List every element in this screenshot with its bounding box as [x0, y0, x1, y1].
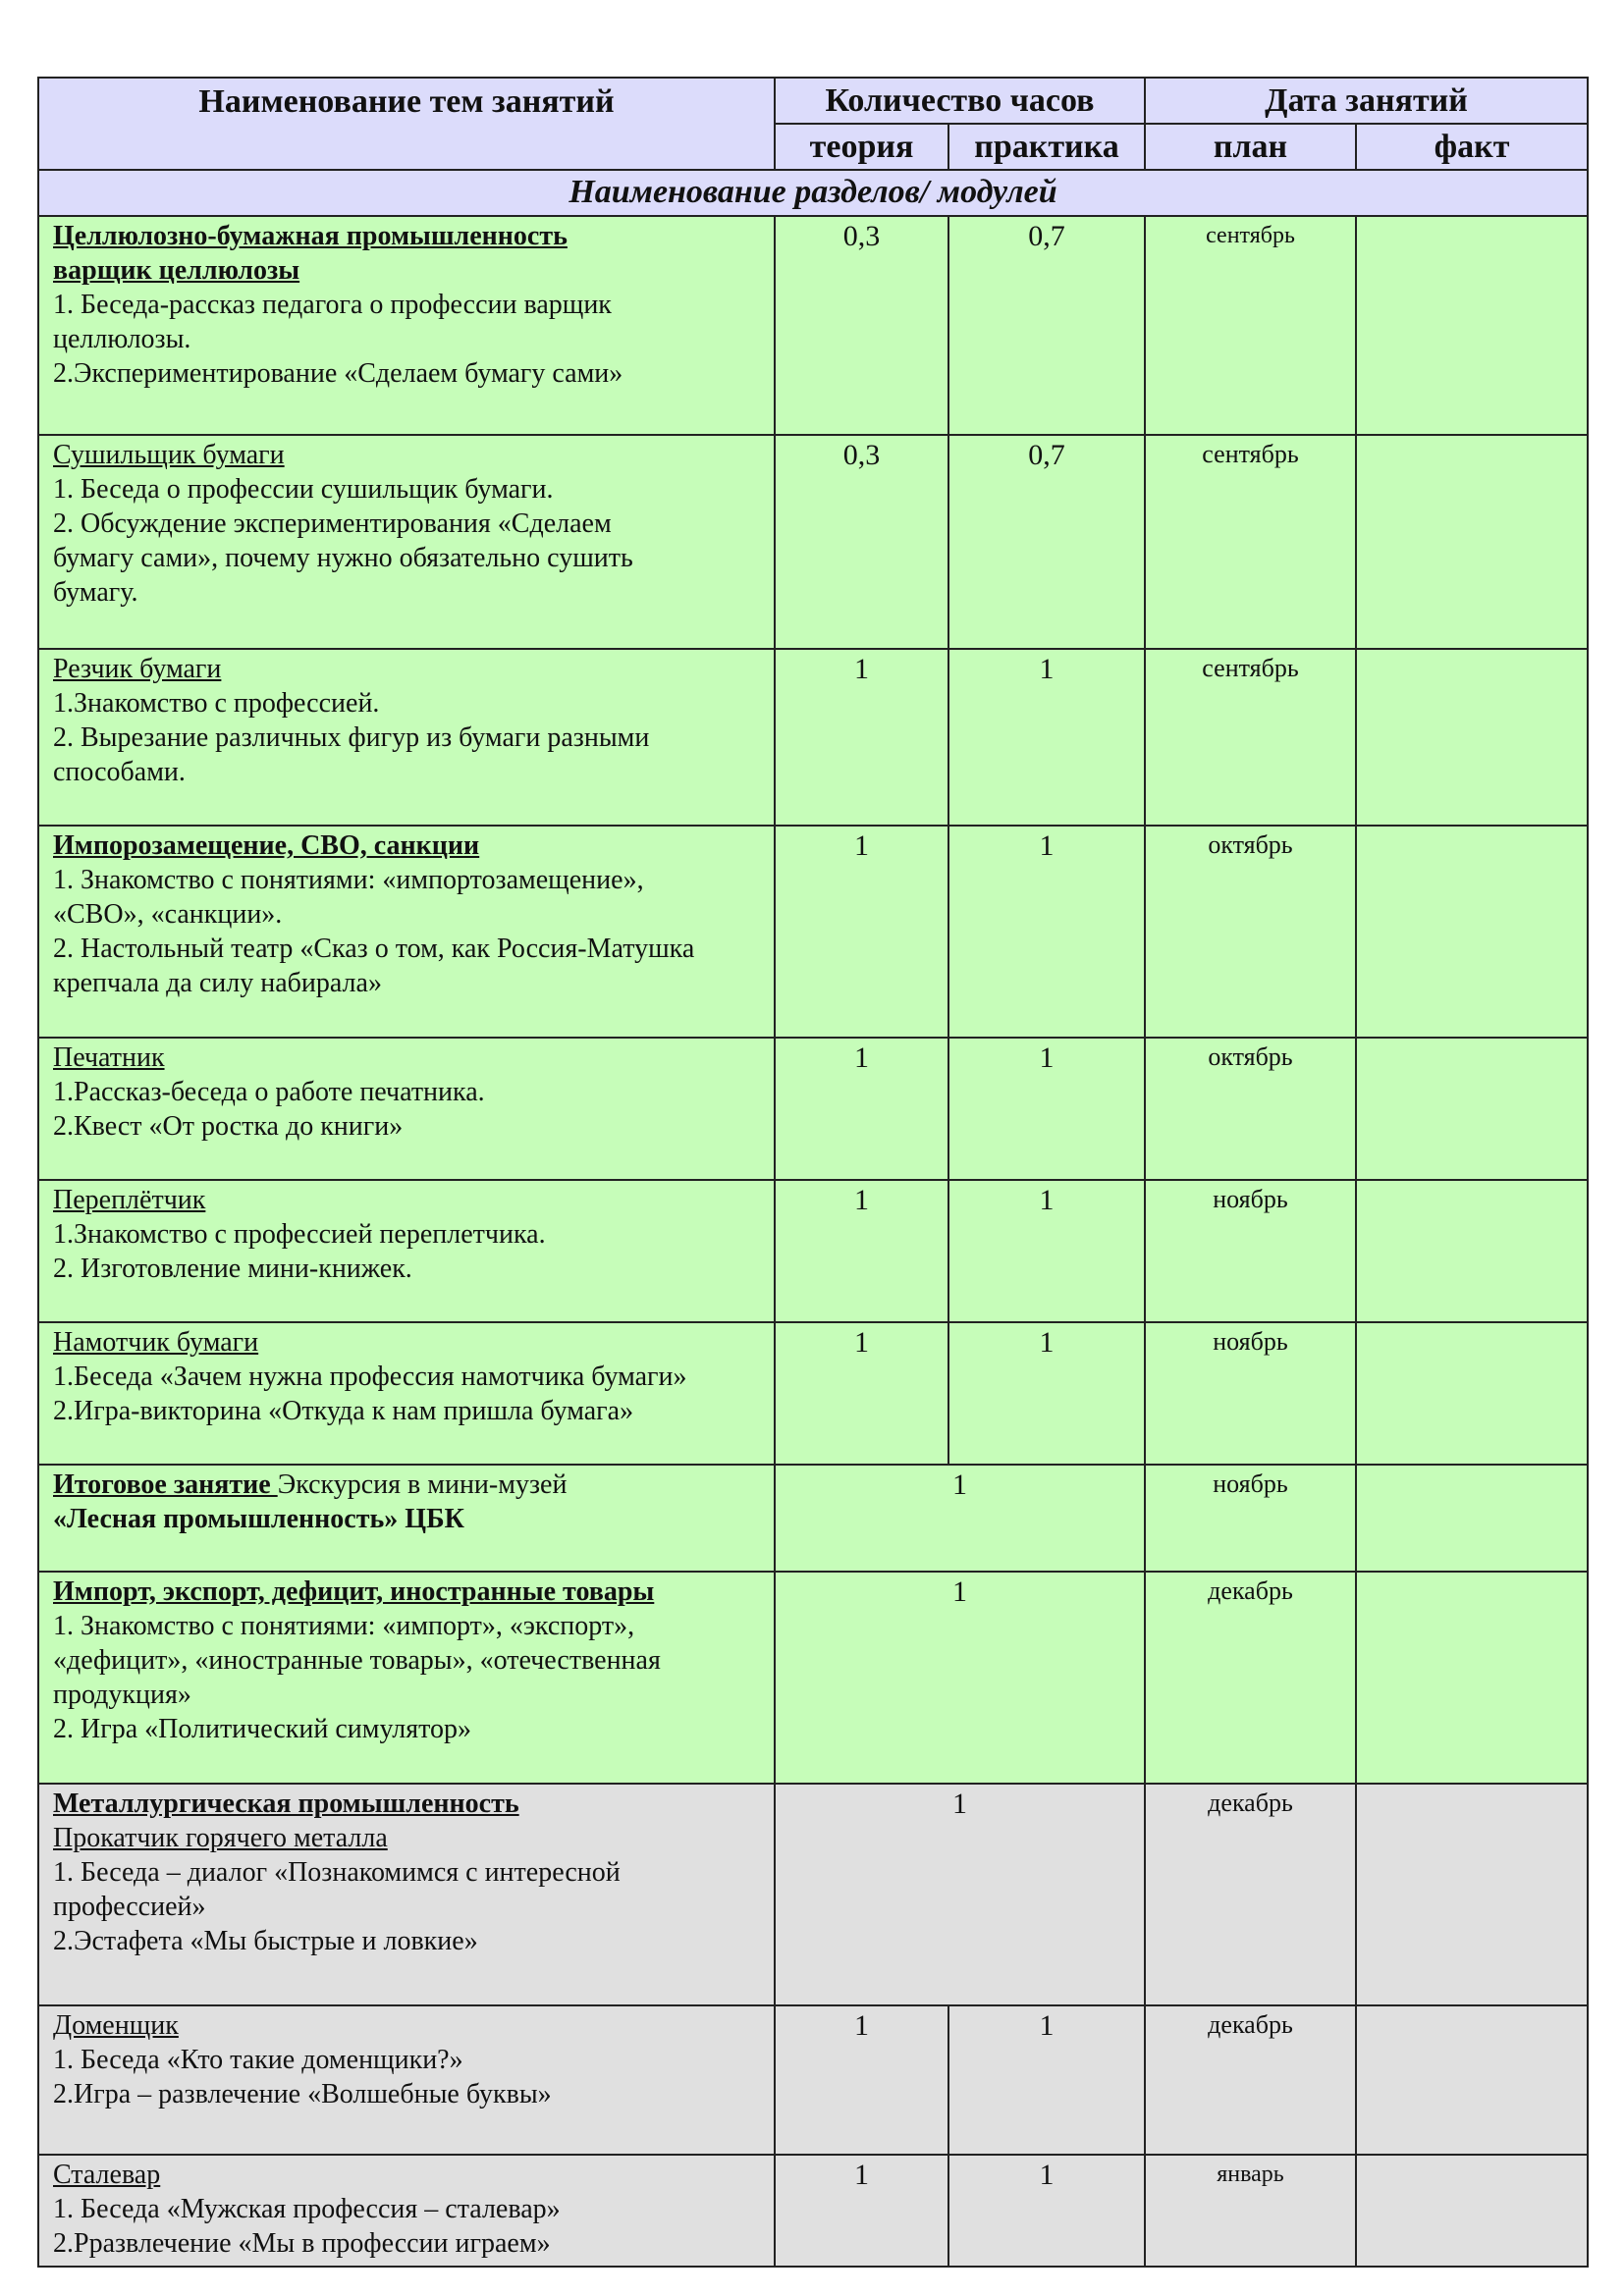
theory-hours: 1 — [775, 1322, 948, 1465]
topic-title: Целлюлозно-бумажная промышленность — [53, 221, 568, 251]
topic-title: Сушильщик бумаги — [53, 440, 285, 470]
total-hours: 1 — [775, 1784, 1145, 2005]
practice-hours: 1 — [948, 1180, 1145, 1322]
plan-month: январь — [1145, 2155, 1356, 2267]
topic-line: 1.Беседа «Зачем нужна профессия намотчика бумаги» — [53, 1362, 687, 1392]
header-plan: план — [1145, 124, 1356, 170]
fact-cell — [1356, 435, 1588, 649]
topic-line: продукция» — [53, 1680, 191, 1710]
topic-cell — [38, 2155, 775, 2267]
topic-title: Сталевар — [53, 2160, 161, 2190]
topic-subtitle: Прокатчик горячего металла — [53, 1823, 388, 1853]
practice-hours: 1 — [948, 1038, 1145, 1180]
plan-month: ноябрь — [1145, 1180, 1356, 1322]
table-row — [38, 1322, 1588, 1465]
topic-line: 2.Эстафета «Мы быстрые и ловкие» — [53, 1926, 478, 1956]
table-row — [38, 2005, 1588, 2155]
header-hours: Количество часов — [775, 78, 1145, 124]
topic-line: способами. — [53, 757, 186, 787]
topic-line: 1. Знакомство с понятиями: «импортозамещение», — [53, 865, 644, 895]
topic-title: Резчик бумаги — [53, 654, 222, 684]
table-row — [38, 435, 1588, 649]
header-dates: Дата занятий — [1145, 78, 1588, 124]
topic-title: Переплётчик — [53, 1185, 206, 1215]
plan-month: сентябрь — [1145, 649, 1356, 826]
topic-line: 1. Беседа-рассказ педагога о профессии варщик — [53, 290, 612, 320]
topic-line: 2.Квест «От ростка до книги» — [53, 1111, 404, 1142]
topic-line: 1. Знакомство с понятиями: «импорт», «экспорт», — [53, 1611, 635, 1641]
fact-cell — [1356, 2005, 1588, 2155]
topic-cell — [38, 1038, 775, 1180]
topic-title: Доменщик — [53, 2010, 179, 2041]
fact-cell — [1356, 1180, 1588, 1322]
topic-line: 2.Игра – развлечение «Волшебные буквы» — [53, 2079, 552, 2109]
topic-cell — [38, 1465, 775, 1572]
fact-cell — [1356, 1784, 1588, 2005]
table-row — [38, 216, 1588, 435]
fact-cell — [1356, 2155, 1588, 2267]
practice-hours: 0,7 — [948, 216, 1145, 435]
topic-line: 2.Игра-викторина «Откуда к нам пришла бумага» — [53, 1396, 634, 1426]
schedule-table — [37, 77, 1589, 2268]
topic-cell — [38, 216, 775, 435]
topic-line: бумагу. — [53, 577, 138, 608]
topic-title: Металлургическая промышленность — [53, 1789, 519, 1819]
plan-month: декабрь — [1145, 1572, 1356, 1784]
plan-month: сентябрь — [1145, 216, 1356, 435]
section-row — [38, 170, 1588, 216]
topic-line: 2.Рразвлечение «Мы в профессии играем» — [53, 2228, 551, 2259]
theory-hours: 0,3 — [775, 216, 948, 435]
theory-hours: 1 — [775, 1038, 948, 1180]
fact-cell — [1356, 1038, 1588, 1180]
plan-month: ноябрь — [1145, 1322, 1356, 1465]
fact-cell — [1356, 826, 1588, 1038]
topic-title: Намотчик бумаги — [53, 1327, 259, 1358]
table-row — [38, 1038, 1588, 1180]
header-practice: практика — [948, 124, 1145, 170]
topic-subtitle: варщик целлюлозы — [53, 255, 300, 286]
topic-cell — [38, 1180, 775, 1322]
theory-hours: 1 — [775, 1180, 948, 1322]
practice-hours: 1 — [948, 2155, 1145, 2267]
practice-hours: 1 — [948, 2005, 1145, 2155]
topic-line: 1. Беседа «Кто такие доменщики?» — [53, 2045, 463, 2075]
table-row — [38, 1572, 1588, 1784]
topic-line: 1.Знакомство с профессией переплетчика. — [53, 1219, 546, 1250]
topic-cell — [38, 435, 775, 649]
total-hours: 1 — [775, 1465, 1145, 1572]
topic-title-rest: Экскурсия в мини-музей — [277, 1469, 568, 1500]
topic-line: 2.Экспериментирование «Сделаем бумагу сами» — [53, 358, 623, 389]
topic-line: 1.Знакомство с профессией. — [53, 688, 380, 719]
header-fact: факт — [1356, 124, 1588, 170]
topic-title: Печатник — [53, 1042, 165, 1073]
practice-hours: 1 — [948, 1322, 1145, 1465]
fact-cell — [1356, 216, 1588, 435]
topic-cell — [38, 1572, 775, 1784]
topic-line: 2. Игра «Политический симулятор» — [53, 1714, 471, 1744]
topic-title: Импорт, экспорт, дефицит, иностранные товары — [53, 1576, 655, 1607]
table-row — [38, 649, 1588, 826]
total-hours: 1 — [775, 1572, 1145, 1784]
topic-line: крепчала да силу набирала» — [53, 968, 382, 998]
header-topic: Наименование тем занятий — [38, 78, 775, 170]
topic-line: целлюлозы. — [53, 324, 191, 354]
topic-cell — [38, 826, 775, 1038]
plan-month: ноябрь — [1145, 1465, 1356, 1572]
topic-title-bold: Итоговое занятие — [53, 1469, 278, 1500]
table-row — [38, 2155, 1588, 2267]
fact-cell — [1356, 1465, 1588, 1572]
topic-line: «СВО», «санкции». — [53, 899, 283, 930]
topic-line: профессией» — [53, 1892, 206, 1922]
section-title: Наименование разделов/ модулей — [38, 170, 1588, 216]
plan-month: декабрь — [1145, 1784, 1356, 2005]
topic-title — [53, 1468, 760, 1502]
topic-line: 2. Настольный театр «Сказ о том, как Россия-Матушка — [53, 934, 695, 964]
theory-hours: 0,3 — [775, 435, 948, 649]
table-row — [38, 1465, 1588, 1572]
topic-line: бумагу сами», почему нужно обязательно сушить — [53, 543, 633, 573]
topic-line: 1. Беседа «Мужская профессия – сталевар» — [53, 2194, 561, 2224]
topic-line: 1. Беседа – диалог «Познакомимся с интересной — [53, 1857, 621, 1888]
plan-month: октябрь — [1145, 1038, 1356, 1180]
theory-hours: 1 — [775, 826, 948, 1038]
fact-cell — [1356, 649, 1588, 826]
table-row — [38, 1784, 1588, 2005]
topic-line: 2. Обсуждение экспериментирования «Сделаем — [53, 508, 612, 539]
plan-month: сентябрь — [1145, 435, 1356, 649]
topic-cell — [38, 2005, 775, 2155]
fact-cell — [1356, 1322, 1588, 1465]
practice-hours: 1 — [948, 649, 1145, 826]
header-theory: теория — [775, 124, 948, 170]
table-row — [38, 826, 1588, 1038]
fact-cell — [1356, 1572, 1588, 1784]
topic-line: «дефицит», «иностранные товары», «отечественная — [53, 1645, 661, 1676]
topic-line: 1. Беседа о профессии сушильщик бумаги. — [53, 474, 554, 505]
plan-month: октябрь — [1145, 826, 1356, 1038]
theory-hours: 1 — [775, 2155, 948, 2267]
topic-line: 1.Рассказ-беседа о работе печатника. — [53, 1077, 485, 1107]
plan-month: декабрь — [1145, 2005, 1356, 2155]
topic-cell — [38, 1322, 775, 1465]
theory-hours: 1 — [775, 2005, 948, 2155]
topic-cell — [38, 649, 775, 826]
practice-hours: 0,7 — [948, 435, 1145, 649]
topic-line: 2. Изготовление мини-книжек. — [53, 1254, 412, 1284]
topic-line: «Лесная промышленность» ЦБК — [53, 1504, 464, 1534]
theory-hours: 1 — [775, 649, 948, 826]
practice-hours: 1 — [948, 826, 1145, 1038]
topic-cell — [38, 1784, 775, 2005]
topic-line: 2. Вырезание различных фигур из бумаги разными — [53, 722, 650, 753]
header-row-1 — [38, 78, 1588, 124]
table-row — [38, 1180, 1588, 1322]
topic-title: Импорозамещение, СВО, санкции — [53, 830, 480, 861]
